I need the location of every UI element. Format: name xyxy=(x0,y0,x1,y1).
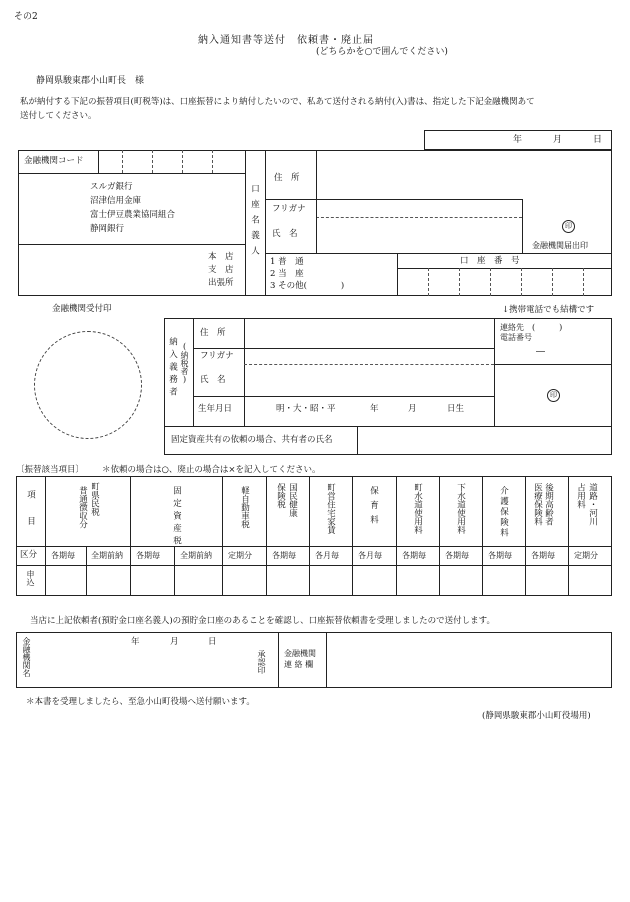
item-sewer-fee: 下水道使用料 xyxy=(455,483,466,534)
item-health-insurance-col2: 保険税 xyxy=(275,483,286,509)
confirm-month-label: 月 xyxy=(170,637,179,647)
joint-owner-label: 固定資産共有の依頼の場合、共有者の氏名 xyxy=(171,435,333,445)
category-cell: 各期毎 xyxy=(51,551,75,560)
item-town-tax-col2: 町県民税 xyxy=(89,482,100,516)
birth-date-label: 生年月日 xyxy=(198,404,233,414)
category-header: 区分 xyxy=(20,550,38,560)
apply-cell[interactable] xyxy=(131,566,174,595)
receipt-stamp-label: 金融機関受付印 xyxy=(52,304,112,314)
bank-name[interactable]: 富士伊豆農業協同組合 xyxy=(90,210,176,220)
apply-cell[interactable] xyxy=(310,566,352,595)
confirm-text: 当店に上記依頼者(預貯金口座名義人)の預貯金口座のあることを確認し、口座振替依頼書を受理しましたので送付します。 xyxy=(30,616,495,626)
category-cell: 各期毎 xyxy=(445,551,469,560)
branch-type[interactable]: 出張所 xyxy=(208,278,234,288)
seal-caption: 金融機関届出印 xyxy=(532,241,588,250)
bank-name-label: 金融機関名 xyxy=(22,637,31,677)
category-cell: 全期前納 xyxy=(180,551,212,560)
holder-address-input[interactable] xyxy=(316,152,610,198)
taxpayer-name-input[interactable] xyxy=(245,365,493,395)
date-month-label: 月 xyxy=(553,135,563,145)
taxpayer-address-input[interactable] xyxy=(245,319,493,347)
apply-cell[interactable] xyxy=(46,566,86,595)
account-type-ordinary[interactable]: 1 普 通 xyxy=(270,257,304,267)
category-cell: 各月毎 xyxy=(315,551,339,560)
bank-name[interactable]: 沼津信用金庫 xyxy=(90,196,142,206)
category-cell: 各期毎 xyxy=(272,551,296,560)
holder-name-input[interactable] xyxy=(316,218,522,252)
intro-line-2: 送付してください。 xyxy=(20,111,97,121)
holder-furigana-input[interactable] xyxy=(316,200,522,216)
taxpayer-sublabel: (納税者) xyxy=(180,342,189,384)
item-road-river-col2: 占用料 xyxy=(575,483,586,509)
item-header: 項目 xyxy=(25,490,36,543)
taxpayer-furigana-label: フリガナ xyxy=(200,351,234,361)
taxpayer-address-label: 住 所 xyxy=(200,328,226,338)
birth-era-options[interactable]: 明・大・昭・平 xyxy=(276,404,336,414)
account-type-other[interactable]: 3 その他( ) xyxy=(270,281,345,291)
apply-label: 申込 xyxy=(26,570,35,586)
date-year-label: 年 xyxy=(513,135,523,145)
apply-cell[interactable] xyxy=(223,566,266,595)
item-road-river-col1: 道路・河川 xyxy=(587,483,598,526)
bank-contact-label-2: 連 絡 欄 xyxy=(284,660,314,669)
item-elderly-medical-col2: 医療保険料 xyxy=(532,483,543,526)
bank-contact-label: 金融機関 xyxy=(284,649,316,658)
category-cell: 各期毎 xyxy=(531,551,555,560)
confirm-year-label: 年 xyxy=(131,637,140,647)
taxpayer-label: 納入義務者 xyxy=(167,337,178,400)
item-light-vehicle-tax: 軽自動車税 xyxy=(239,486,250,529)
confirm-day-label: 日 xyxy=(208,637,217,647)
taxpayer-name-label: 氏 名 xyxy=(200,375,226,385)
bank-code-input[interactable] xyxy=(98,150,245,173)
category-cell: 全期前納 xyxy=(91,551,123,560)
bank-name[interactable]: 静岡銀行 xyxy=(90,224,125,234)
item-fixed-asset-tax: 固定資産税 xyxy=(171,486,182,549)
birth-month-label: 月 xyxy=(408,404,417,414)
account-type-current[interactable]: 2 当 座 xyxy=(270,269,304,279)
item-elderly-medical-col1: 後期高齢者 xyxy=(543,483,554,526)
bank-code-label: 金融機関コード xyxy=(24,156,84,166)
approval-seal-label: 承認印 xyxy=(257,650,266,674)
receipt-stamp-circle xyxy=(34,331,142,439)
category-cell: 各期毎 xyxy=(136,551,160,560)
document-subtitle: (どちらかを○で囲んでください) xyxy=(316,47,448,57)
item-water-fee: 町水道使用料 xyxy=(412,483,423,534)
birth-day-label: 日生 xyxy=(447,404,465,414)
apply-cell[interactable] xyxy=(440,566,482,595)
items-heading: 〔振替該当項目〕 xyxy=(16,465,85,475)
items-note: ＊依頼の場合は○、廃止の場合は×を記入してください。 xyxy=(102,465,321,475)
category-cell: 定期分 xyxy=(228,551,252,560)
intro-line-1: 私が納付する下記の振替項目(町税等)は、口座振替により納付したいので、私あて送付される納付(入)書は、指定した下記金融機関あて xyxy=(20,97,535,107)
category-cell: 各期毎 xyxy=(488,551,512,560)
holder-name-label: 氏 名 xyxy=(272,229,298,239)
branch-type[interactable]: 本 店 xyxy=(208,252,234,262)
apply-cell[interactable] xyxy=(526,566,568,595)
joint-owner-input[interactable] xyxy=(358,427,610,454)
contact-label: 連絡先 ( ) xyxy=(500,323,563,332)
apply-cell[interactable] xyxy=(397,566,439,595)
item-childcare-fee: 保育料 xyxy=(368,486,379,530)
apply-cell[interactable] xyxy=(353,566,396,595)
apply-cell[interactable] xyxy=(175,566,222,595)
confirm-bank-name-input[interactable] xyxy=(36,650,252,686)
office-label: (静岡県駿東郡小山町役場用) xyxy=(482,711,591,721)
branch-type[interactable]: 支 店 xyxy=(208,265,234,275)
seal-circle-icon: 印 xyxy=(547,389,560,402)
apply-cell[interactable] xyxy=(483,566,525,595)
holder-furigana-label: フリガナ xyxy=(272,204,306,214)
page-label: その2 xyxy=(14,12,38,22)
apply-cell[interactable] xyxy=(267,566,309,595)
item-health-insurance-col1: 国民健康 xyxy=(287,483,298,517)
holder-address-label: 住 所 xyxy=(274,173,300,183)
document-title: 納入通知書等送付 依頼書・廃止届 xyxy=(198,35,374,46)
item-housing-rent: 町営住宅家賃 xyxy=(325,483,336,534)
item-town-tax-col1: 普通徴収分 xyxy=(77,486,88,529)
bank-name[interactable]: スルガ銀行 xyxy=(90,182,133,192)
taxpayer-furigana-input[interactable] xyxy=(245,349,493,363)
account-number-input[interactable] xyxy=(398,269,611,295)
phone-dash: ― xyxy=(536,347,545,357)
bank-contact-input[interactable] xyxy=(327,633,611,687)
seal-circle-icon: 印 xyxy=(562,220,575,233)
account-holder-label: 口座名義人 xyxy=(249,184,260,262)
apply-cell[interactable] xyxy=(569,566,611,595)
birth-year-label: 年 xyxy=(370,404,379,414)
birth-date-input[interactable] xyxy=(245,397,493,425)
apply-cell[interactable] xyxy=(87,566,130,595)
phone-number-label: 電話番号 xyxy=(500,333,532,342)
date-day-label: 日 xyxy=(593,135,603,145)
category-cell: 各月毎 xyxy=(358,551,382,560)
addressee: 静岡県駿東郡小山町長 様 xyxy=(36,76,145,86)
mobile-note: ↓携帯電話でも結構です xyxy=(502,305,595,315)
phone-number-input[interactable] xyxy=(496,343,610,363)
category-cell: 各期毎 xyxy=(402,551,426,560)
footer-note: ＊本書を受理しましたら、至急小山町役場へ送付願います。 xyxy=(26,697,255,707)
item-care-insurance: 介護保険料 xyxy=(498,486,509,539)
category-cell: 定期分 xyxy=(574,551,598,560)
account-number-label: 口 座 番 号 xyxy=(460,256,520,266)
